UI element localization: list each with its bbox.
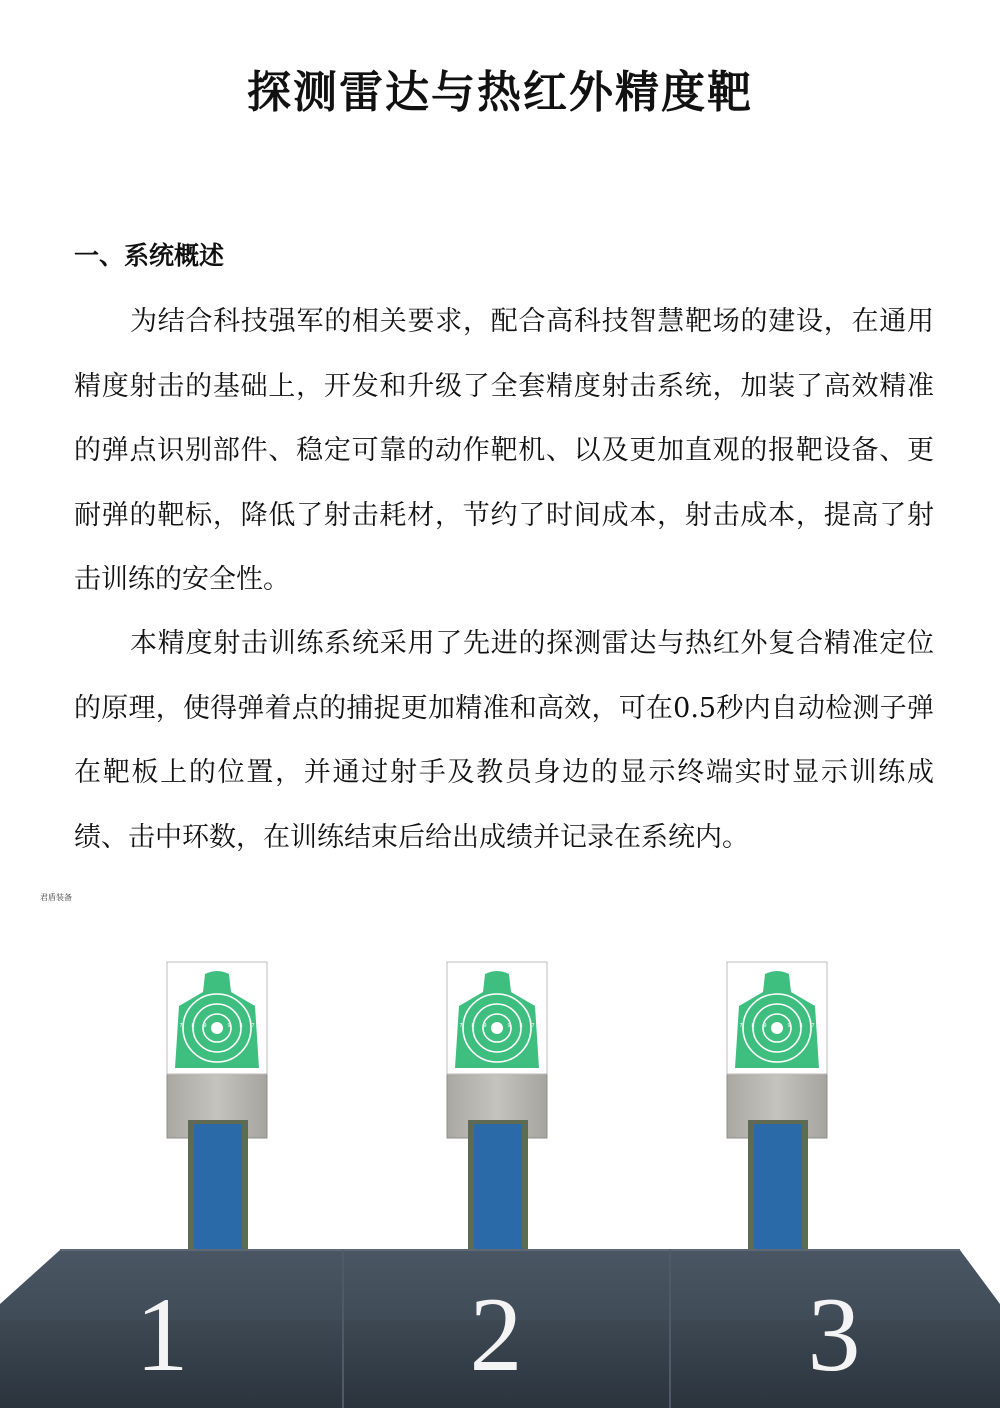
lane-number-1: 1 bbox=[135, 1276, 189, 1393]
ring-label: 8 bbox=[191, 1023, 195, 1029]
ring-label: 8 bbox=[471, 1023, 475, 1029]
ring-label: 8 bbox=[751, 1023, 755, 1029]
target-post bbox=[194, 1124, 242, 1252]
target-unit-1 bbox=[167, 962, 267, 1252]
ring-label: 7 bbox=[811, 1023, 815, 1029]
ring-label: 9 bbox=[763, 1023, 767, 1029]
ring-label: 9 bbox=[507, 1023, 511, 1029]
watermark-text: 君盾装备 bbox=[40, 893, 72, 902]
section-heading: 一、系统概述 bbox=[74, 241, 225, 270]
ring-label: 9 bbox=[227, 1023, 231, 1029]
ring-label: 7 bbox=[739, 1023, 743, 1029]
ring-label: 8 bbox=[799, 1023, 803, 1029]
ring-label: 7 bbox=[251, 1023, 255, 1029]
paragraph-overview-1: 为结合科技强军的相关要求，配合高科技智慧靶场的建设，在通用精度射击的基础上，开发和升级了全套精度射击系统，加装了高效精准的弹点识别部件、稳定可靠的动作靶机、以及更加直观的报靶设备、更耐弹的靶标，降低了射击耗材，节约了时间成本，射击成本，提高了射击训练的安全性。 bbox=[74, 306, 934, 595]
ring-label: 7 bbox=[531, 1023, 535, 1029]
ring-label: 10 bbox=[213, 1023, 221, 1029]
ring-label: 8 bbox=[519, 1023, 523, 1029]
ring-label: 9 bbox=[203, 1023, 207, 1029]
target-system-photo bbox=[0, 900, 1000, 1408]
lane-number-2: 2 bbox=[469, 1276, 523, 1393]
target-post bbox=[754, 1124, 802, 1252]
page-title: 探测雷达与热红外精度靶 bbox=[247, 67, 753, 118]
paragraph-overview-2: 本精度射击训练系统采用了先进的探测雷达与热红外复合精准定位的原理，使得弹着点的捕捉更加精准和高效，可在0.5秒内自动检测子弹在靶板上的位置，并通过射手及教员身边的显示终端实时显示训练成绩、击中环数，在训练结束后给出成绩并记录在系统内。 bbox=[74, 628, 934, 853]
lane-number-3: 3 bbox=[807, 1276, 861, 1393]
ring-label: 10 bbox=[773, 1023, 781, 1029]
ring-label: 9 bbox=[787, 1023, 791, 1029]
ring-label: 10 bbox=[493, 1023, 501, 1029]
target-unit-3 bbox=[727, 962, 827, 1252]
ring-label: 8 bbox=[239, 1023, 243, 1029]
ring-label: 9 bbox=[483, 1023, 487, 1029]
ring-label: 7 bbox=[179, 1023, 183, 1029]
target-unit-2 bbox=[447, 962, 547, 1252]
ring-label: 7 bbox=[459, 1023, 463, 1029]
target-post bbox=[474, 1124, 522, 1252]
